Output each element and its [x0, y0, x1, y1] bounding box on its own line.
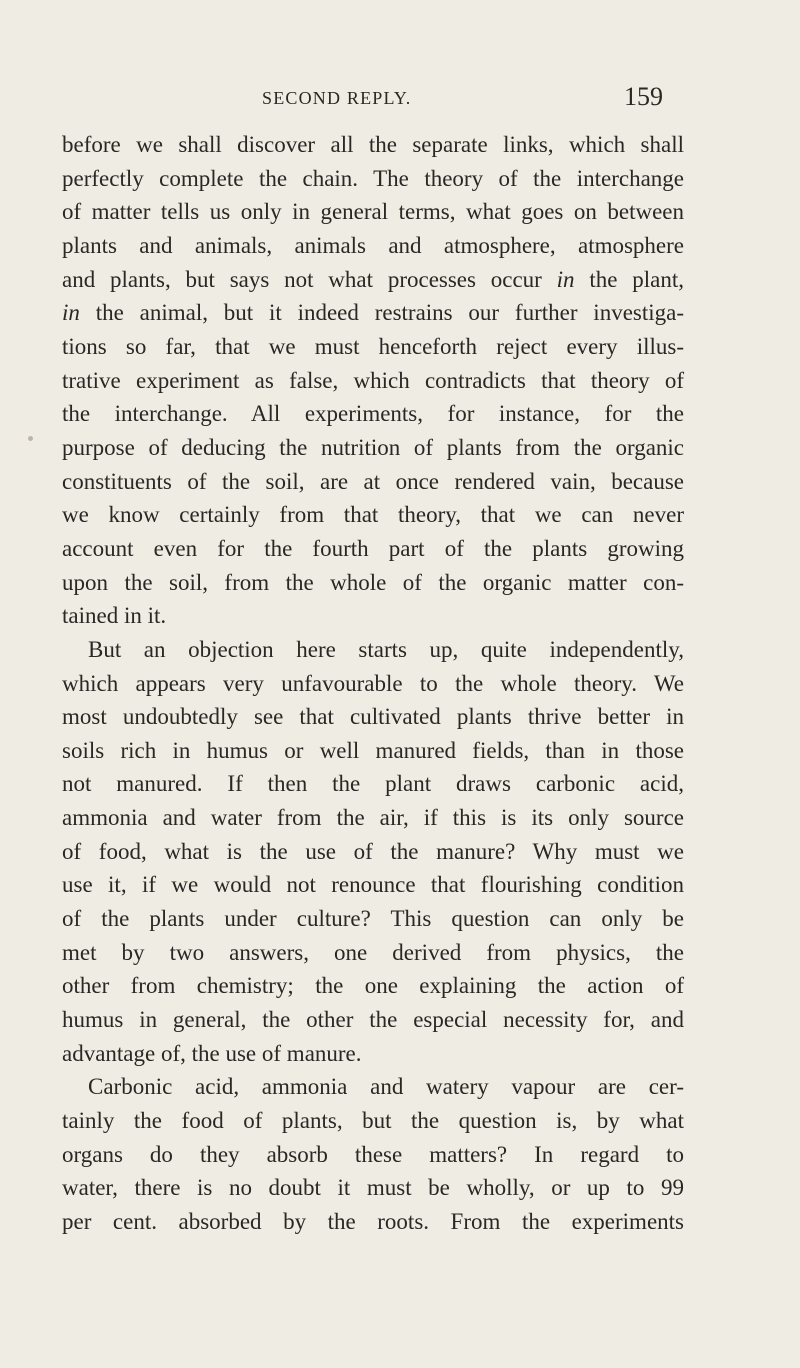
text-line: perfectly complete the chain. The theory of the interchange — [62, 165, 684, 191]
text-line: advantage of, the use of manure. — [62, 1040, 362, 1066]
text-line: constituents of the soil, are at once rendered vain, because — [62, 468, 684, 494]
text-run: the animal, but it indeed restrains our further investiga- — [79, 300, 684, 326]
page-number: 159 — [624, 82, 663, 111]
text-line: humus in general, the other the especial necessity for, and — [62, 1007, 684, 1033]
text-line: water, there is no doubt it must be wholly, or up to 99 — [62, 1175, 684, 1201]
text-line: soils rich in humus or well manured fields, than in those — [62, 737, 684, 763]
text-line: of the plants under culture? This question can only be — [62, 906, 684, 932]
text-line — [62, 263, 684, 297]
text-line: tained in it. — [62, 603, 167, 629]
text-line: other from chemistry; the one explaining the action of — [62, 973, 684, 999]
italic-word: in — [556, 266, 575, 292]
text-line: upon the soil, from the whole of the organic matter con- — [62, 569, 684, 595]
body-text — [62, 128, 684, 1239]
text-line — [62, 296, 684, 330]
italic-word: in — [62, 300, 80, 326]
text-line: organs do they absorb these matters? In regard to — [62, 1141, 684, 1167]
text-line: tainly the food of plants, but the question is, by what — [62, 1108, 684, 1134]
text-line: met by two answers, one derived from physics, the — [62, 939, 684, 965]
text-line: account even for the fourth part of the plants growing — [62, 535, 684, 561]
text-run: the plant, — [574, 266, 684, 292]
running-title: SECOND REPLY. — [262, 88, 412, 108]
text-line: purpose of deducing the nutrition of plants from the organic — [62, 434, 684, 460]
text-line: the interchange. All experiments, for instance, for the — [62, 401, 684, 427]
text-line: of matter tells us only in general terms, what goes on between — [62, 199, 684, 225]
text-line: not manured. If then the plant draws carbonic acid, — [62, 771, 684, 797]
running-head — [0, 82, 800, 118]
paper-speck — [28, 436, 33, 441]
text-line: trative experiment as false, which contradicts that theory of — [62, 367, 684, 393]
text-line: tions so far, that we must henceforth reject every illus- — [62, 333, 684, 359]
text-line: we know certainly from that theory, that we can never — [62, 502, 684, 528]
text-line: most undoubtedly see that cultivated plants thrive better in — [62, 704, 684, 730]
text-line: per cent. absorbed by the roots. From the experiments — [62, 1209, 684, 1234]
text-line: Carbonic acid, ammonia and watery vapour are cer- — [88, 1074, 684, 1100]
text-line: which appears very unfavourable to the whole theory. We — [62, 670, 684, 696]
text-line: ammonia and water from the air, if this is its only source — [62, 805, 684, 831]
text-line: use it, if we would not renounce that flourishing condition — [62, 872, 684, 898]
text-line: before we shall discover all the separate links, which shall — [62, 132, 684, 157]
text-line: of food, what is the use of the manure? Why must we — [62, 838, 684, 864]
text-line: But an objection here starts up, quite independently, — [88, 636, 684, 662]
text-line: plants and animals, animals and atmosphere, atmosphere — [62, 232, 684, 258]
text-run: and plants, but says not what processes occur — [62, 266, 557, 292]
